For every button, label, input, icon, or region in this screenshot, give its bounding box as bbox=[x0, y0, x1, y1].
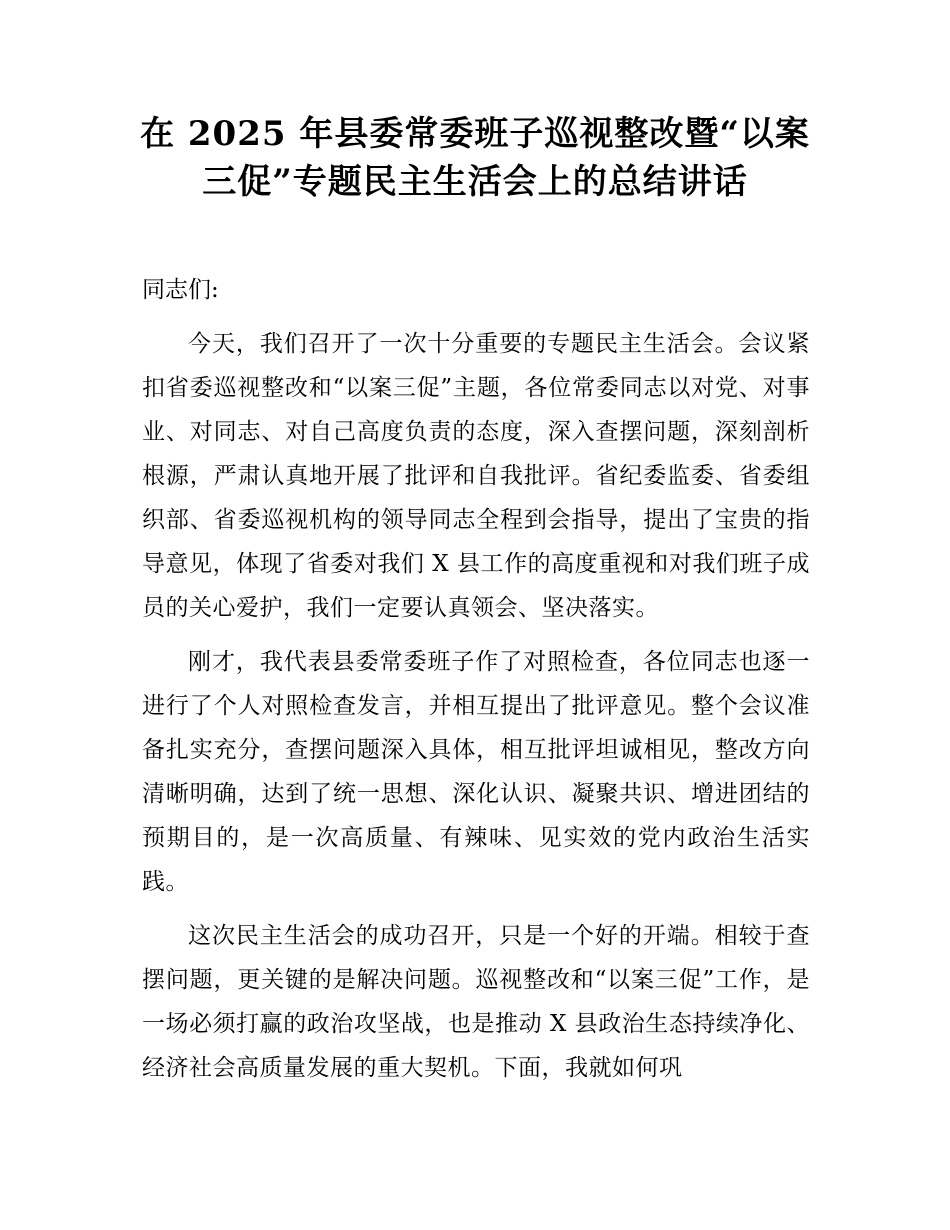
salutation: 同志们: bbox=[142, 277, 219, 303]
paragraph-2: 刚才，我代表县委常委班子作了对照检查，各位同志也逐一进行了个人对照检查发言，并相互提出了批评意见。整个会议准备扎实充分，查摆问题深入具体，相互批评坦诚相见，整改方向清晰明确，达到了统一思想、深化认识、凝聚共识、增进团结的预期目的，是一次高质量、有辣味、见实效的党内政治生活实践。 bbox=[142, 649, 810, 895]
document-title: 在 2025 年县委常委班子巡视整改暨“以案三促”专题民主生活会上的总结讲话 bbox=[140, 114, 810, 202]
paragraph-1: 今天，我们召开了一次十分重要的专题民主生活会。会议紧扣省委巡视整改和“以案三促”主题，各位常委同志以对党、对事业、对同志、对自己高度负责的态度，深入查摆问题，深刻剖析根源，严肃认真地开展了批评和自我批评。省纪委监委、省委组织部、省委巡视机构的领导同志全程到会指导，提出了宝贵的指导意见，体现了省委对我们 X 县工作的高度重视和对我们班子成员的关心爱护，我们一定要认真领会、坚决落实。 bbox=[142, 331, 810, 621]
paragraph-3: 这次民主生活会的成功召开，只是一个好的开端。相较于查摆问题，更关键的是解决问题。巡视整改和“以案三促”工作，是一场必须打赢的政治攻坚战，也是推动 X 县政治生态持续净化、经济社会高质量发展的重大契机。下面，我就如何巩 bbox=[142, 923, 810, 1081]
document-body bbox=[142, 268, 810, 1100]
